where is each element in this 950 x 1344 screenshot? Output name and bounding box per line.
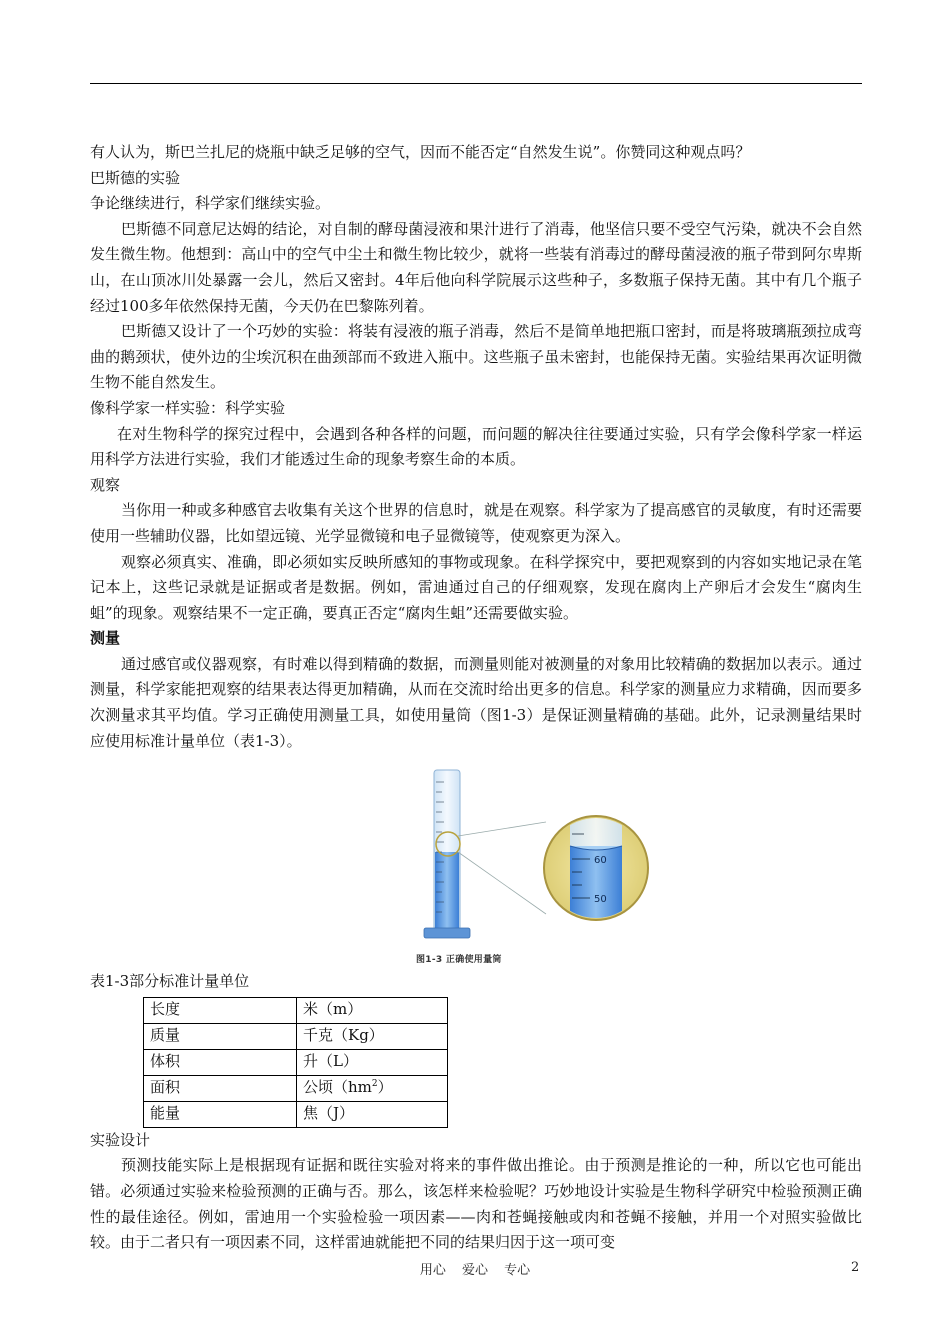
heading-observation: 观察: [90, 475, 121, 494]
table-cell-quantity: 体积: [144, 1049, 297, 1075]
heading-pasteur-experiment: 巴斯德的实验: [90, 168, 181, 187]
unit-superscript: 2: [371, 1078, 378, 1089]
figure-caption: 图1-3 正确使用量筒: [416, 955, 502, 966]
table-row: [144, 997, 448, 1023]
figure-graduated-cylinder: [90, 764, 862, 969]
table-cell-unit: 米（m）: [297, 997, 448, 1023]
cylinder-base: [424, 928, 470, 938]
table-cell-quantity: 面积: [144, 1075, 297, 1101]
table-cell-quantity: 长度: [144, 997, 297, 1023]
table-row: [144, 1049, 448, 1075]
table-cell-unit: 千克（Kg）: [297, 1023, 448, 1049]
paragraph-observation-2: 观察必须真实、准确，即必须如实反映所感知的事物或现象。在科学探究中，要把观察到的内容如实地记录在笔记本上，这些记录就是证据或者是数据。例如，雷迪通过自己的仔细观察，发现在腐肉上产卵后才会发生“腐肉生蛆”的现象。观察结果不一定正确，要真正否定“腐肉生蛆”还需要做实验。: [90, 552, 862, 622]
heading-measurement: 测量: [90, 629, 121, 648]
table-cell-unit: [297, 1075, 448, 1101]
units-table: [143, 997, 448, 1128]
table-row: [144, 1075, 448, 1101]
paragraph-measurement: 通过感官或仪器观察，有时难以得到精确的数据，而测量则能对被测量的对象用比较精确的数据加以表示。通过测量，科学家能把观察的结果表达得更加精确，从而在交流时给出更多的信息。科学家的测量应力求精确，因而要多次测量求其平均值。学习正确使用测量工具，如使用量筒（图1-3）是保证测量精确的基础。此外，记录测量结果时应使用标准计量单位（表1-3）。: [90, 654, 862, 750]
unit-tail: ）: [377, 1077, 393, 1096]
header-rule: [90, 83, 862, 84]
paragraph-observation-1: 当你用一种或多种感官去收集有关这个世界的信息时，就是在观察。科学家为了提高感官的灵敏度，有时还需要使用一些辅助仪器，比如望远镜、光学显微镜和电子显微镜等，使观察更为深入。: [90, 501, 862, 545]
table-row: [144, 1101, 448, 1127]
table-title: 表1-3部分标准计量单位: [90, 972, 250, 991]
page-footer: 用心 爱心 专心: [419, 1263, 531, 1278]
cylinder-liquid: [435, 852, 459, 929]
page-number: 2: [851, 1260, 860, 1275]
zoom-label-50: 50: [594, 894, 607, 906]
paragraph-question: 有人认为，斯巴兰扎尼的烧瓶中缺乏足够的空气，因而不能否定“自然发生说”。你赞同这种观点吗？: [90, 143, 751, 161]
paragraph-pasteur-swan-neck: 巴斯德又设计了一个巧妙的实验：将装有浸液的瓶子消毒，然后不是简单地把瓶口密封，而是将玻璃瓶颈拉成弯曲的鹅颈状，使外边的尘埃沉积在曲颈部而不致进入瓶中。这些瓶子虽未密封，也能保持无菌。实验结果再次证明微生物不能自然发生。: [90, 322, 862, 392]
graduated-cylinder-illustration: [418, 764, 678, 944]
magnify-connector-top: [458, 822, 546, 836]
heading-scientific-experiment: 像科学家一样实验：科学实验: [90, 398, 286, 417]
magnify-connector-bottom: [458, 852, 546, 914]
paragraph-experiment-design: 预测技能实际上是根据现有证据和既往实验对将来的事件做出推论。由于预测是推论的一种，所以它也可能出错。必须通过实验来检验预测的正确与否。那么，该怎样来检验呢？巧妙地设计实验是生物科学研究中检验预测正确性的最佳途径。例如，雷迪用一个实验检验一项因素——肉和苍蝇接触或肉和苍蝇不接触，并用一个对照实验做比较。由于二者只有一项因素不同，这样雷迪就能把不同的结果归因于这一项可变: [90, 1156, 862, 1252]
unit-main: 公顷（hm: [303, 1077, 372, 1096]
table-cell-unit: 焦（J）: [297, 1101, 448, 1127]
paragraph-debate: 争论继续进行，科学家们继续实验。: [90, 194, 331, 213]
table-cell-quantity: 质量: [144, 1023, 297, 1049]
paragraph-inquiry: 在对生物科学的探究过程中，会遇到各种各样的问题，而问题的解决往往要通过实验，只有学会像科学家一样运用科学方法进行实验，我们才能透过生命的现象考察生命的本质。: [90, 424, 862, 469]
table-cell-quantity: 能量: [144, 1101, 297, 1127]
heading-experiment-design: 实验设计: [90, 1130, 151, 1149]
paragraph-pasteur-alps: 巴斯德不同意尼达姆的结论，对自制的酵母菌浸液和果汁进行了消毒，他坚信只要不受空气污染，就决不会自然发生微生物。他想到：高山中的空气中尘土和微生物比较少，就将一些装有消毒过的酵母菌浸液的瓶子带到阿尔卑斯山，在山顶冰川处暴露一会儿，然后又密封。4年后他向科学院展示这些种子，多数瓶子保持无菌。其中有几个瓶子经过100多年依然保持无菌，今天仍在巴黎陈列着。: [90, 219, 862, 315]
zoom-label-60: 60: [594, 855, 607, 867]
page-body: [90, 140, 862, 1256]
table-cell-unit: 升（L）: [297, 1049, 448, 1075]
table-row: [144, 1023, 448, 1049]
